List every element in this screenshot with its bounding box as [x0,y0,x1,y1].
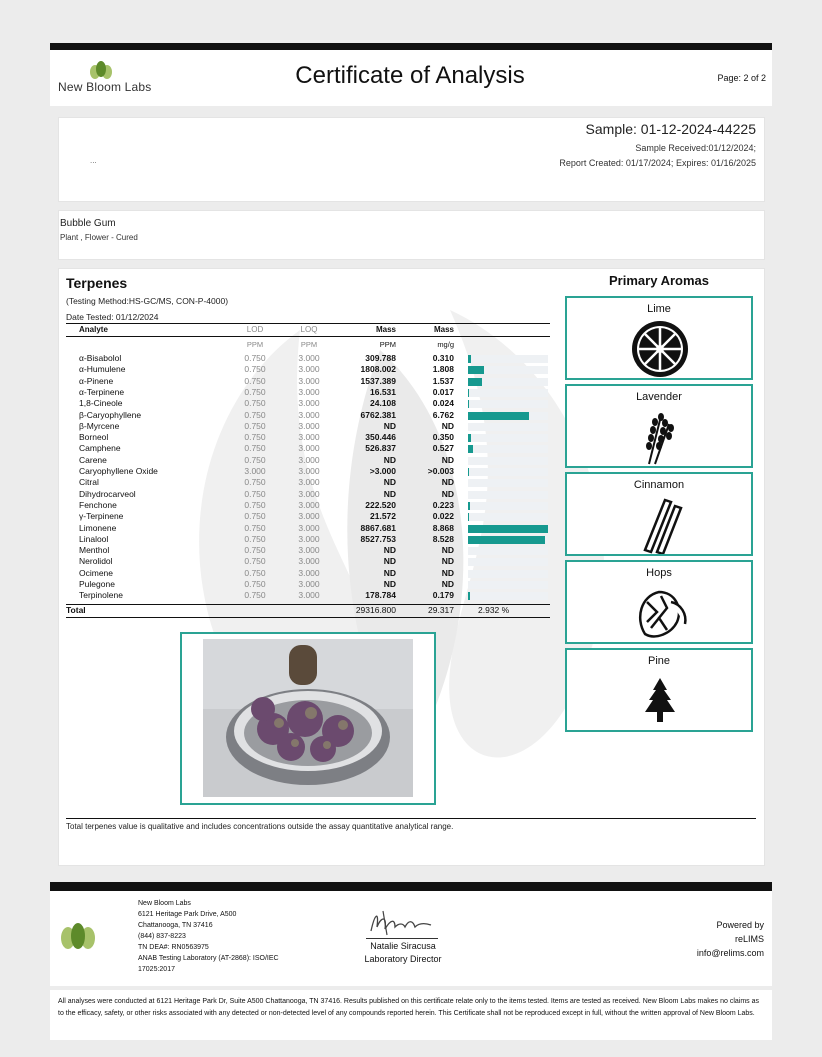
loq-value: 3.000 [298,432,320,443]
loq-value: 3.000 [298,364,320,375]
analyte-name: Menthol [79,545,110,556]
loq-value: 3.000 [298,533,320,544]
table-bottom-rule [66,617,550,618]
concentration-bar-track [468,445,548,453]
loq-value: 3.000 [298,466,320,476]
lavender-icon [631,408,689,466]
header-loq: LOQ [300,325,318,334]
lab-anab2: 17025:2017 [138,966,175,973]
concentration-bar [468,592,470,600]
concentration-bar-track [468,378,548,386]
powered-by-label: Powered by [716,920,764,930]
loq-value: 3.000 [298,556,320,567]
powered-by-name: reLIMS [734,934,764,944]
concentration-bar-track [468,525,548,533]
mass-mg-value: 8.528 [432,533,454,544]
concentration-bar-track [468,592,548,600]
product-panel [58,210,765,260]
lime-icon [631,320,689,378]
concentration-bar [468,468,469,476]
concentration-bar-track [468,389,548,397]
lod-value: 3.000 [244,466,266,476]
mass-ppm-value: 350.446 [365,432,396,443]
mass-mg-value: 0.527 [432,443,454,454]
report-created: Report Created: 01/17/2024; Expires: 01/16/2025 [559,158,756,168]
mass-ppm-value: 1808.002 [360,364,396,375]
unit-mass-mg: mg/g [437,340,454,349]
signature-line [366,938,438,939]
concentration-bar [468,378,482,386]
analyte-name: β-Caryophyllene [79,409,142,420]
unit-lod: PPM [246,340,264,349]
footer-top-bar [50,882,772,891]
mass-ppm-value: ND [383,556,396,567]
powered-by [660,918,764,960]
concentration-bar [468,536,545,544]
aromas-title: Primary Aromas [609,273,709,288]
mass-ppm-value: 24.108 [370,398,396,409]
analyte-name: Borneol [79,432,109,443]
concentration-bar-track [468,536,548,544]
mass-mg-value: ND [441,420,454,431]
lod-value: 0.750 [244,364,266,375]
analyte-name: α-Terpinene [79,386,125,397]
mass-mg-value: 0.350 [432,432,454,443]
logo-leaf-icon [86,60,116,80]
concentration-bar-track [468,570,548,578]
lod-value: 0.750 [244,533,266,544]
aroma-pine [565,648,753,732]
analyte-name: Caryophyllene Oxide [79,466,158,476]
mass-ppm-value: 6762.381 [360,409,396,420]
mass-mg-value: ND [441,488,454,499]
aroma-label: Lime [647,303,671,315]
total-mg: 29.317 [428,605,454,615]
mass-ppm-value: ND [383,567,396,578]
hops-icon [631,584,689,642]
lod-value: 0.750 [244,432,266,443]
terpenes-title: Terpenes [66,275,128,291]
mass-mg-value: 0.179 [432,590,454,601]
lod-value: 0.750 [244,375,266,386]
mass-mg-value: 0.223 [432,499,454,510]
analyte-name: Nerolidol [79,556,113,567]
concentration-bar [468,366,484,374]
concentration-bar-track [468,468,548,476]
total-ppm: 29316.800 [355,605,396,615]
mass-mg-value: ND [441,477,454,488]
concentration-bar-track [468,457,548,465]
concentration-bar [468,434,471,442]
lod-value: 0.750 [244,522,266,533]
loq-value: 3.000 [298,398,320,409]
lod-value: 0.750 [244,443,266,454]
mass-ppm-value: ND [383,488,396,499]
analyte-name: 1,8-Cineole [79,398,123,409]
loq-value: 3.000 [298,579,320,589]
mass-mg-value: 0.017 [432,386,454,397]
lod-value: 0.750 [244,454,266,465]
loq-value: 3.000 [298,454,320,465]
aroma-label: Cinnamon [633,479,685,491]
concentration-bar [468,355,471,363]
lod-value: 0.750 [244,499,266,510]
analyte-name: Carene [79,454,107,465]
product-name: Bubble Gum [60,218,116,229]
analyte-name: β-Myrcene [79,420,120,431]
mass-ppm-value: 309.788 [365,353,396,363]
header-analyte: Analyte [79,325,108,334]
aroma-label: Hops [646,567,672,579]
concentration-bar [468,513,469,521]
lod-value: 0.750 [244,579,266,589]
mass-ppm-value: 1537.389 [360,375,396,386]
concentration-bar-track [468,355,548,363]
analyte-name: α-Pinene [79,375,114,386]
loq-value: 3.000 [298,353,320,363]
lod-value: 0.750 [244,567,266,578]
concentration-bar-track [468,547,548,555]
loq-value: 3.000 [298,386,320,397]
mass-ppm-value: 8527.753 [360,533,396,544]
mass-mg-value: 0.022 [432,511,454,522]
lod-value: 0.750 [244,511,266,522]
lab-phone: (844) 837-8223 [138,933,186,940]
lod-value: 0.750 [244,488,266,499]
concentration-bar-track [468,491,548,499]
aroma-label: Pine [647,655,671,667]
footer-logo-leaf-icon [58,922,98,952]
lod-value: 0.750 [244,556,266,567]
loq-value: 3.000 [298,477,320,488]
lod-value: 0.750 [244,353,266,363]
total-label: Total [66,605,86,615]
unit-loq: PPM [300,340,318,349]
loq-value: 3.000 [298,420,320,431]
concentration-bar [468,525,548,533]
aroma-hops [565,560,753,644]
concentration-bar-track [468,513,548,521]
page-number: Page: 2 of 2 [717,73,766,83]
mass-ppm-value: ND [383,420,396,431]
product-type: Plant , Flower - Cured [60,233,138,242]
loq-value: 3.000 [298,375,320,386]
loq-value: 3.000 [298,499,320,510]
table-top-rule [66,323,550,324]
analyte-name: Fenchone [79,499,117,510]
loq-value: 3.000 [298,488,320,499]
mass-ppm-value: ND [383,545,396,556]
concentration-bar-track [468,581,548,589]
analyte-name: Ocimene [79,567,114,578]
loq-value: 3.000 [298,522,320,533]
analyte-name: α-Humulene [79,364,126,375]
lod-value: 0.750 [244,386,266,397]
lod-value: 0.750 [244,590,266,601]
aroma-label: Lavender [636,391,682,403]
mass-mg-value: 1.808 [432,364,454,375]
sample-photo [203,639,413,797]
aroma-lavender [565,384,753,468]
mass-mg-value: >0.003 [427,466,454,476]
mass-ppm-value: 178.784 [365,590,396,601]
lab-address1: 6121 Heritage Park Drive, A500 [138,911,237,918]
sample-received: Sample Received:01/12/2024; [635,143,756,153]
mass-mg-value: 1.537 [432,375,454,386]
mass-ppm-value: 222.520 [365,499,396,510]
concentration-bar-track [468,558,548,566]
mass-ppm-value: 8867.681 [360,522,396,533]
lab-address2: Chattanooga, TN 37416 [138,922,213,929]
placeholder-dots: ... [90,156,97,165]
terpenes-note: Total terpenes value is qualitative and includes concentrations outside the assay quantitative analytical range. [66,822,454,831]
sample-id: Sample: 01-12-2024-44225 [585,121,756,137]
director-title: Laboratory Director [364,954,442,964]
analyte-name: Linalool [79,533,109,544]
total-percent: 2.932 % [478,605,510,615]
analyte-name: Dihydrocarveol [79,488,136,499]
note-rule [66,818,756,819]
concentration-bar [468,412,529,420]
aroma-cinnamon [565,472,753,556]
loq-value: 3.000 [298,590,320,601]
testing-method: (Testing Method:HS-GC/MS, CON-P-4000) [66,296,229,306]
mass-mg-value: ND [441,545,454,556]
mass-mg-value: 8.868 [432,522,454,533]
lab-info [138,898,279,975]
header-lod: LOD [246,325,264,334]
loq-value: 3.000 [298,443,320,454]
header-mass-mg: Mass [433,325,454,334]
lab-anab1: ANAB Testing Laboratory (AT-2868): ISO/IEC [138,955,279,962]
lod-value: 0.750 [244,477,266,488]
analyte-name: Pulegone [79,579,115,589]
cinnamon-icon [631,496,689,554]
concentration-bar-track [468,412,548,420]
table-header-rule [66,336,550,337]
loq-value: 3.000 [298,511,320,522]
mass-ppm-value: ND [383,477,396,488]
mass-mg-value: ND [441,579,454,589]
concentration-bar-track [468,423,548,431]
analyte-name: Terpinolene [79,590,123,601]
concentration-bar-track [468,479,548,487]
unit-mass-ppm: PPM [379,340,396,349]
concentration-bar-track [468,400,548,408]
analyte-name: Citral [79,477,99,488]
logo-text: New Bloom Labs [58,80,152,94]
director-name: Natalie Siracusa [370,941,436,951]
disclaimer: All analyses were conducted at 6121 Heritage Park Dr, Suite A500 Chattanooga, TN 37416. Results published on this certificate relate only to the items tested. Items are tested as received. New Bloom Labs makes no claims as to the efficacy, safety, or other risks associated with any detected or non-detected level of any compounds reported herein. This Certificate shall not be reproduced except in full, without the written approval of New Bloom Labs. [58,998,760,1017]
analyte-name: Camphene [79,443,121,454]
mass-mg-value: ND [441,567,454,578]
lod-value: 0.750 [244,409,266,420]
concentration-bar-track [468,434,548,442]
aroma-lime [565,296,753,380]
page-title: Certificate of Analysis [295,62,525,89]
lod-value: 0.750 [244,398,266,409]
concentration-bar-track [468,502,548,510]
header-mass-ppm: Mass [375,325,396,334]
loq-value: 3.000 [298,545,320,556]
mass-ppm-value: ND [383,579,396,589]
lod-value: 0.750 [244,545,266,556]
header-top-bar [50,43,772,50]
loq-value: 3.000 [298,409,320,420]
mass-ppm-value: >3.000 [369,466,396,476]
pine-icon [631,672,689,730]
mass-mg-value: ND [441,454,454,465]
concentration-bar [468,502,470,510]
concentration-bar [468,389,469,397]
lab-dea: TN DEA#: RN0563975 [138,944,209,951]
analyte-name: γ-Terpinene [79,511,124,522]
mass-ppm-value: 526.837 [365,443,396,454]
director-signature [365,905,437,941]
concentration-bar [468,400,469,408]
lab-name: New Bloom Labs [138,900,191,907]
mass-mg-value: 0.310 [432,353,454,363]
powered-by-email[interactable]: info@relims.com [696,948,764,958]
loq-value: 3.000 [298,567,320,578]
concentration-bar-track [468,366,548,374]
mass-ppm-value: 16.531 [370,386,396,397]
concentration-bar [468,445,473,453]
analyte-name: α-Bisabolol [79,353,122,363]
mass-ppm-value: 21.572 [370,511,396,522]
mass-mg-value: ND [441,556,454,567]
mass-mg-value: 6.762 [432,409,454,420]
date-tested: Date Tested: 01/12/2024 [66,312,159,322]
analyte-name: Limonene [79,522,117,533]
mass-ppm-value: ND [383,454,396,465]
mass-mg-value: 0.024 [432,398,454,409]
lod-value: 0.750 [244,420,266,431]
